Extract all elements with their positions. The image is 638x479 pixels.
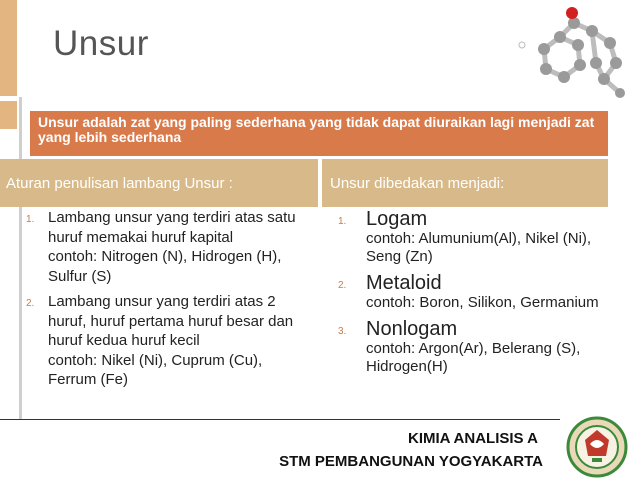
list-number: 1. (26, 214, 35, 225)
school-logo-icon (566, 416, 628, 478)
type-term: Logam (366, 208, 428, 230)
footer-course: KIMIA ANALISIS A (408, 430, 538, 447)
element-types-list (338, 208, 613, 376)
list-number: 2. (338, 280, 347, 291)
rule-text: Lambang unsur yang terdiri atas 2 huruf, huruf pertama huruf besar dan huruf kedua huruf kecil (48, 293, 294, 349)
list-item (26, 208, 306, 286)
list-number: 3. (338, 326, 347, 337)
type-term: Nonlogam (366, 318, 458, 340)
rule-text: Lambang unsur yang terdiri atas satu huruf memakai huruf kapital (48, 209, 296, 246)
type-term: Metaloid (366, 272, 442, 294)
list-item (338, 272, 613, 312)
slide-title: Unsur (53, 24, 149, 63)
writing-rules-list (26, 208, 306, 390)
left-divider (19, 97, 22, 419)
list-number: 1. (338, 216, 347, 227)
corner-accent-bar (0, 0, 17, 129)
type-example: contoh: Boron, Silikon, Germanium (366, 294, 599, 311)
right-column-heading: Unsur dibedakan menjadi: (322, 159, 608, 207)
footer-school: STM PEMBANGUNAN YOGYAKARTA (279, 453, 543, 470)
molecule-icon (512, 5, 634, 109)
left-column-heading: Aturan penulisan lambang Unsur : (0, 159, 318, 207)
list-item (26, 292, 306, 390)
type-example: contoh: Argon(Ar), Belerang (S), Hidrogen(H) (366, 340, 581, 375)
rule-example: contoh: Nikel (Ni), Cuprum (Cu), Ferrum (Fe) (48, 351, 263, 388)
footer-divider (0, 419, 560, 420)
rule-example: contoh: Nitrogen (N), Hidrogen (H), Sulfur (S) (48, 248, 282, 285)
list-item (338, 208, 613, 266)
definition-box: Unsur adalah zat yang paling sederhana yang tidak dapat diuraikan lagi menjadi zat yang lebih sederhana (30, 111, 608, 156)
type-example: contoh: Alumunium(Al), Nikel (Ni), Seng (Zn) (366, 230, 592, 265)
list-item (338, 318, 613, 376)
list-number: 2. (26, 298, 35, 309)
